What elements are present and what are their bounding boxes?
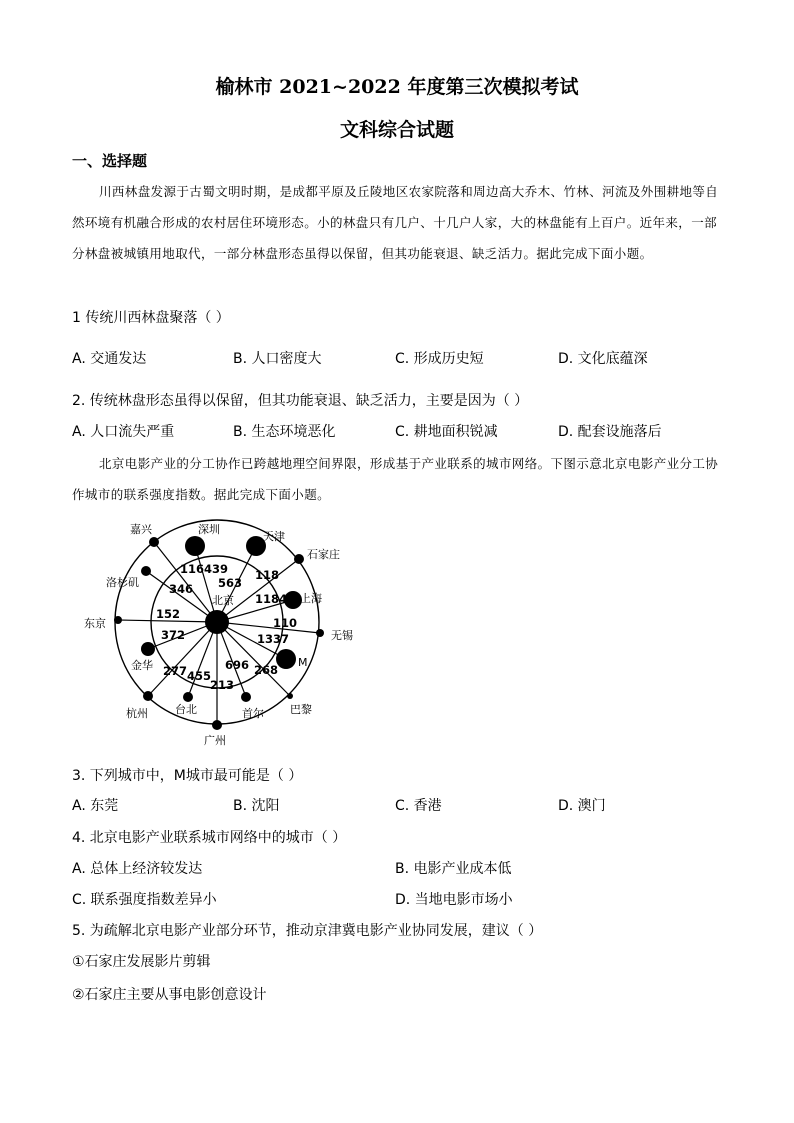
label-guangzhou: 广州	[204, 734, 226, 747]
node-wuxi	[316, 629, 324, 637]
q2-option-b: B. 生态环境恶化	[233, 424, 336, 440]
title-line1: 榆林市 2021~2022 年度第三次模拟考试	[215, 76, 579, 98]
q1-option-c: C. 形成历史短	[395, 351, 484, 367]
label-wuxi: 无锡	[331, 629, 353, 642]
value-wuxi: 110	[273, 616, 298, 630]
label-tokyo: 东京	[84, 617, 106, 630]
node-paris	[287, 693, 293, 699]
node-shenzhen	[185, 536, 205, 556]
q5-item-2: ②石家庄主要从事电影创意设计	[72, 987, 267, 1003]
value-shijiazhuang: 118	[255, 568, 280, 582]
value-losangeles: 346	[169, 582, 194, 596]
node-taipei	[183, 692, 193, 702]
value-taipei: 455	[187, 669, 212, 683]
value-seoul: 696	[225, 658, 250, 672]
q1-option-a: A. 交通发达	[72, 351, 147, 367]
material-1: 川西林盘发源于古蜀文明时期，是成都平原及丘陵地区农家院落和周边高大乔木、竹林、河流及外围耕地等自然环境有机融合形成的农村居住环境形态。小的林盘只有几户、十几户人家，大的林盘能有上百户。近年来，一部分林盘被城镇用地取代，一部分林盘形态虽得以保留，但其功能衰退、缺乏活力。据此完成下面小题。	[72, 184, 719, 261]
node-hangzhou	[143, 691, 153, 701]
title-line2: 文科综合试题	[339, 119, 454, 141]
label-tianjin: 天津	[263, 530, 285, 543]
q1-option-b: B. 人口密度大	[233, 351, 322, 367]
label-seoul: 首尔	[242, 707, 264, 720]
label-losangeles: 洛杉矶	[106, 576, 139, 589]
node-seoul	[241, 692, 251, 702]
question-4-stem: 4. 北京电影产业联系城市网络中的城市（ ）	[72, 830, 347, 846]
value-shenzhen: 439	[204, 562, 229, 576]
node-guangzhou	[212, 720, 222, 730]
q3-option-a: A. 东莞	[72, 798, 119, 814]
value-jiaxing: 116	[180, 562, 205, 576]
q4-option-d: D. 当地电影市场小	[395, 892, 513, 908]
label-hangzhou: 杭州	[126, 707, 148, 720]
node-jinhua	[141, 642, 155, 656]
value-paris: 268	[254, 663, 279, 677]
value-jinhua: 372	[161, 628, 186, 642]
label-jiaxing: 嘉兴	[130, 523, 152, 536]
value-tokyo: 152	[156, 607, 181, 621]
q3-option-b: B. 沈阳	[233, 798, 280, 814]
q1-option-d: D. 文化底蕴深	[558, 351, 648, 367]
node-losangeles	[141, 566, 151, 576]
city-network-diagram	[80, 515, 380, 750]
value-m: 1337	[257, 632, 290, 646]
label-m: M	[298, 656, 308, 669]
label-beijing: 北京	[212, 594, 234, 607]
label-taipei: 台北	[175, 703, 197, 716]
value-hangzhou: 277	[163, 664, 188, 678]
material-2: 北京电影产业的分工协作已跨越地理空间界限，形成基于产业联系的城市网络。下图示意北京电影产业分工协作城市的联系强度指数。据此完成下面小题。	[72, 456, 719, 502]
question-2-stem: 2. 传统林盘形态虽得以保留，但其功能衰退、缺乏活力，主要是因为（ ）	[72, 393, 529, 409]
q2-option-c: C. 耕地面积锐减	[395, 424, 498, 440]
q2-option-d: D. 配套设施落后	[558, 424, 662, 440]
label-shenzhen: 深圳	[198, 523, 220, 536]
question-1-stem: 1 传统川西林盘聚落（ ）	[72, 310, 230, 326]
label-shanghai: 上海	[300, 592, 322, 605]
label-paris: 巴黎	[290, 703, 312, 716]
label-shijiazhuang: 石家庄	[307, 548, 340, 561]
node-tokyo	[114, 616, 122, 624]
q3-option-d: D. 澳门	[558, 798, 606, 814]
node-jiaxing	[149, 537, 159, 547]
q4-option-c: C. 联系强度指数差异小	[72, 892, 217, 908]
q3-option-c: C. 香港	[395, 798, 442, 814]
value-guangzhou: 213	[210, 678, 235, 692]
q4-option-b: B. 电影产业成本低	[395, 861, 512, 877]
q2-option-a: A. 人口流失严重	[72, 424, 175, 440]
value-shanghai: 1184	[255, 592, 288, 606]
node-beijing	[205, 610, 229, 634]
value-tianjin-inner: 563	[218, 576, 243, 590]
node-m	[276, 649, 296, 669]
q5-item-1: ①石家庄发展影片剪辑	[72, 954, 211, 970]
q4-option-a: A. 总体上经济较发达	[72, 861, 203, 877]
section-heading: 一、选择题	[72, 152, 148, 170]
label-jinhua: 金华	[131, 659, 153, 672]
question-5-stem: 5. 为疏解北京电影产业部分环节，推动京津冀电影产业协同发展，建议（ ）	[72, 923, 543, 939]
node-shijiazhuang	[294, 554, 304, 564]
question-3-stem: 3. 下列城市中，M城市最可能是（ ）	[72, 768, 303, 784]
